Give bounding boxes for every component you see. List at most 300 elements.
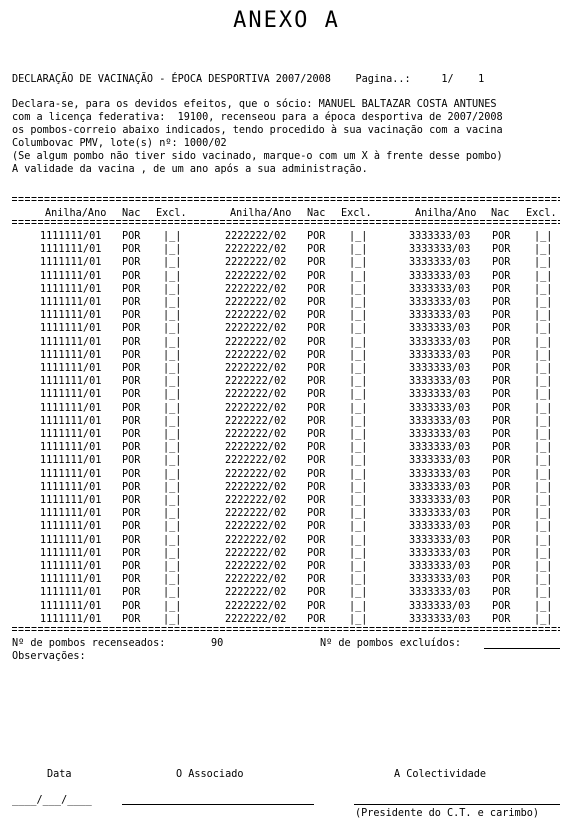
nac-cell: POR bbox=[122, 349, 141, 361]
excl-checkbox[interactable]: |_| bbox=[534, 349, 553, 361]
anilha-cell: 1111111/01 bbox=[40, 323, 102, 335]
anilha-cell: 2222222/02 bbox=[225, 455, 287, 467]
nac-cell: POR bbox=[122, 600, 141, 612]
anilha-cell: 2222222/02 bbox=[225, 270, 287, 282]
excl-checkbox[interactable]: |_| bbox=[534, 600, 553, 612]
nac-cell: POR bbox=[492, 521, 511, 533]
anilha-cell: 2222222/02 bbox=[225, 231, 287, 242]
excl-checkbox[interactable]: |_| bbox=[534, 442, 553, 454]
excl-checkbox[interactable]: |_| bbox=[163, 389, 182, 401]
nac-cell: POR bbox=[122, 270, 141, 282]
anilha-cell: 1111111/01 bbox=[40, 336, 102, 348]
nac-cell: POR bbox=[307, 547, 326, 559]
nac-cell: POR bbox=[492, 468, 511, 480]
nac-cell: POR bbox=[307, 495, 326, 506]
anilha-cell: 1111111/01 bbox=[40, 495, 102, 506]
excl-checkbox[interactable]: |_| bbox=[349, 521, 368, 533]
excl-checkbox[interactable]: |_| bbox=[534, 376, 553, 388]
nac-cell: POR bbox=[492, 415, 511, 427]
anilha-cell: 3333333/03 bbox=[409, 613, 471, 625]
excl-checkbox[interactable]: |_| bbox=[349, 468, 368, 480]
declaration-line: com a licença federativa: 19100, recenseou para a época desportiva de 2007/2008 bbox=[12, 112, 503, 123]
anilha-cell: 1111111/01 bbox=[40, 257, 102, 269]
nac-cell: POR bbox=[122, 336, 141, 348]
anilha-cell: 2222222/02 bbox=[225, 468, 287, 480]
nac-cell: POR bbox=[307, 323, 326, 335]
nac-cell: POR bbox=[492, 442, 511, 454]
excl-checkbox[interactable]: |_| bbox=[534, 257, 553, 269]
nac-cell: POR bbox=[122, 547, 141, 559]
excl-checkbox[interactable]: |_| bbox=[534, 495, 553, 506]
excl-checkbox[interactable]: |_| bbox=[163, 574, 182, 586]
excl-checkbox[interactable]: |_| bbox=[163, 257, 182, 269]
excl-checkbox[interactable]: |_| bbox=[349, 270, 368, 282]
excl-checkbox[interactable]: |_| bbox=[349, 376, 368, 388]
declaration-line: (Se algum pombo não tiver sido vacinado, marque-o com um X à frente desse pombo) bbox=[12, 151, 503, 162]
nac-cell: POR bbox=[122, 574, 141, 586]
nac-cell: POR bbox=[122, 442, 141, 454]
nac-cell: POR bbox=[122, 389, 141, 401]
anilha-cell: 1111111/01 bbox=[40, 376, 102, 388]
anilha-cell: 3333333/03 bbox=[409, 495, 471, 506]
anilha-cell: 2222222/02 bbox=[225, 283, 287, 295]
nac-cell: POR bbox=[307, 534, 326, 546]
excl-checkbox[interactable]: |_| bbox=[534, 323, 553, 335]
excl-checkbox[interactable]: |_| bbox=[534, 389, 553, 401]
excl-checkbox[interactable]: |_| bbox=[534, 244, 553, 256]
colectividade-label: A Colectividade bbox=[394, 769, 487, 780]
nac-cell: POR bbox=[307, 429, 326, 440]
nac-cell: POR bbox=[122, 468, 141, 480]
declaration-header: DECLARAÇÃO DE VACINAÇÃO - ÉPOCA DESPORTIVA 2007/2008 Pagina..: 1/ 1 bbox=[12, 74, 485, 85]
nac-cell: POR bbox=[122, 415, 141, 427]
nac-cell: POR bbox=[307, 297, 326, 308]
presidente-label: (Presidente do C.T. e carimbo) bbox=[355, 808, 540, 819]
nac-cell: POR bbox=[307, 402, 326, 414]
anilha-cell: 1111111/01 bbox=[40, 468, 102, 480]
anilha-cell: 1111111/01 bbox=[40, 613, 102, 625]
excl-checkbox[interactable]: |_| bbox=[534, 613, 553, 625]
anilha-cell: 1111111/01 bbox=[40, 561, 102, 572]
anilha-cell: 3333333/03 bbox=[409, 270, 471, 282]
anilha-cell: 1111111/01 bbox=[40, 402, 102, 414]
anilha-cell: 3333333/03 bbox=[409, 587, 471, 599]
excl-checkbox[interactable]: |_| bbox=[163, 534, 182, 546]
nac-cell: POR bbox=[307, 310, 326, 322]
data-label: Data bbox=[47, 769, 72, 780]
nac-cell: POR bbox=[492, 244, 511, 256]
excl-checkbox[interactable]: |_| bbox=[534, 363, 553, 374]
anilha-cell: 3333333/03 bbox=[409, 468, 471, 480]
nac-cell: POR bbox=[122, 363, 141, 374]
excl-checkbox[interactable]: |_| bbox=[349, 336, 368, 348]
nac-cell: POR bbox=[492, 561, 511, 572]
nac-cell: POR bbox=[122, 402, 141, 414]
column-header-excl: Excl. bbox=[526, 208, 557, 219]
table-top-rule bbox=[12, 196, 560, 202]
excl-checkbox[interactable]: |_| bbox=[163, 244, 182, 256]
anilha-cell: 2222222/02 bbox=[225, 257, 287, 269]
excl-checkbox[interactable]: |_| bbox=[349, 257, 368, 269]
nac-cell: POR bbox=[492, 323, 511, 335]
excl-checkbox[interactable]: |_| bbox=[163, 455, 182, 467]
recenseados-label: Nº de pombos recenseados: bbox=[12, 638, 166, 649]
excl-checkbox[interactable]: |_| bbox=[163, 323, 182, 335]
anilha-cell: 2222222/02 bbox=[225, 415, 287, 427]
anilha-cell: 2222222/02 bbox=[225, 481, 287, 493]
excl-checkbox[interactable]: |_| bbox=[534, 310, 553, 322]
excl-checkbox[interactable]: |_| bbox=[163, 349, 182, 361]
anilha-cell: 3333333/03 bbox=[409, 336, 471, 348]
anilha-cell: 3333333/03 bbox=[409, 429, 471, 440]
anilha-cell: 1111111/01 bbox=[40, 547, 102, 559]
anilha-cell: 3333333/03 bbox=[409, 534, 471, 546]
excl-checkbox[interactable]: |_| bbox=[163, 310, 182, 322]
anilha-cell: 3333333/03 bbox=[409, 455, 471, 467]
anilha-cell: 3333333/03 bbox=[409, 363, 471, 374]
anilha-cell: 3333333/03 bbox=[409, 508, 471, 520]
anilha-cell: 1111111/01 bbox=[40, 587, 102, 599]
nac-cell: POR bbox=[307, 231, 326, 242]
excl-checkbox[interactable]: |_| bbox=[349, 455, 368, 467]
anilha-cell: 1111111/01 bbox=[40, 349, 102, 361]
anilha-cell: 1111111/01 bbox=[40, 297, 102, 308]
excl-checkbox[interactable]: |_| bbox=[163, 415, 182, 427]
nac-cell: POR bbox=[492, 429, 511, 440]
nac-cell: POR bbox=[492, 600, 511, 612]
anilha-cell: 2222222/02 bbox=[225, 389, 287, 401]
excl-checkbox[interactable]: |_| bbox=[163, 442, 182, 454]
nac-cell: POR bbox=[122, 534, 141, 546]
anilha-cell: 3333333/03 bbox=[409, 521, 471, 533]
excl-checkbox[interactable]: |_| bbox=[534, 455, 553, 467]
nac-cell: POR bbox=[122, 521, 141, 533]
anilha-cell: 2222222/02 bbox=[225, 600, 287, 612]
anilha-cell: 3333333/03 bbox=[409, 297, 471, 308]
recenseados-value: 90 bbox=[211, 638, 224, 649]
anilha-cell: 2222222/02 bbox=[225, 244, 287, 256]
anilha-cell: 1111111/01 bbox=[40, 508, 102, 520]
nac-cell: POR bbox=[122, 283, 141, 295]
excl-checkbox[interactable]: |_| bbox=[349, 534, 368, 546]
anilha-cell: 3333333/03 bbox=[409, 349, 471, 361]
nac-cell: POR bbox=[307, 336, 326, 348]
nac-cell: POR bbox=[307, 349, 326, 361]
excl-checkbox[interactable]: |_| bbox=[163, 547, 182, 559]
excl-checkbox[interactable]: |_| bbox=[349, 481, 368, 493]
anilha-cell: 1111111/01 bbox=[40, 310, 102, 322]
anilha-cell: 2222222/02 bbox=[225, 323, 287, 335]
excluidos-label: Nº de pombos excluídos: bbox=[320, 638, 462, 649]
excl-checkbox[interactable]: |_| bbox=[163, 561, 182, 572]
excl-checkbox[interactable]: |_| bbox=[534, 402, 553, 414]
nac-cell: POR bbox=[122, 231, 141, 242]
colectividade-signature-line[interactable] bbox=[354, 804, 560, 805]
anilha-cell: 2222222/02 bbox=[225, 508, 287, 520]
excl-checkbox[interactable]: |_| bbox=[163, 508, 182, 520]
excl-checkbox[interactable]: |_| bbox=[534, 521, 553, 533]
nac-cell: POR bbox=[307, 376, 326, 388]
excl-checkbox[interactable]: |_| bbox=[349, 310, 368, 322]
anilha-cell: 2222222/02 bbox=[225, 349, 287, 361]
excl-checkbox[interactable]: |_| bbox=[349, 283, 368, 295]
anilha-cell: 3333333/03 bbox=[409, 415, 471, 427]
nac-cell: POR bbox=[307, 508, 326, 520]
anilha-cell: 3333333/03 bbox=[409, 231, 471, 242]
nac-cell: POR bbox=[122, 508, 141, 520]
nac-cell: POR bbox=[492, 336, 511, 348]
excl-checkbox[interactable]: |_| bbox=[349, 561, 368, 572]
anilha-cell: 2222222/02 bbox=[225, 587, 287, 599]
anilha-cell: 1111111/01 bbox=[40, 415, 102, 427]
anilha-cell: 1111111/01 bbox=[40, 283, 102, 295]
table-header-rule bbox=[12, 219, 560, 225]
anilha-cell: 3333333/03 bbox=[409, 376, 471, 388]
column-header-nac: Nac bbox=[491, 208, 510, 219]
nac-cell: POR bbox=[307, 613, 326, 625]
excl-checkbox[interactable]: |_| bbox=[534, 534, 553, 546]
excl-checkbox[interactable]: |_| bbox=[534, 561, 553, 572]
anilha-cell: 2222222/02 bbox=[225, 376, 287, 388]
anilha-cell: 2222222/02 bbox=[225, 297, 287, 308]
anilha-cell: 2222222/02 bbox=[225, 574, 287, 586]
excl-checkbox[interactable]: |_| bbox=[163, 363, 182, 374]
excl-checkbox[interactable]: |_| bbox=[534, 297, 553, 308]
anilha-cell: 3333333/03 bbox=[409, 323, 471, 335]
column-header-nac: Nac bbox=[307, 208, 326, 219]
excl-checkbox[interactable]: |_| bbox=[163, 521, 182, 533]
excl-checkbox[interactable]: |_| bbox=[163, 481, 182, 493]
nac-cell: POR bbox=[307, 455, 326, 467]
nac-cell: POR bbox=[307, 442, 326, 454]
excl-checkbox[interactable]: |_| bbox=[534, 270, 553, 282]
excl-checkbox[interactable]: |_| bbox=[349, 442, 368, 454]
nac-cell: POR bbox=[307, 561, 326, 572]
anilha-cell: 3333333/03 bbox=[409, 389, 471, 401]
anilha-cell: 2222222/02 bbox=[225, 547, 287, 559]
excl-checkbox[interactable]: |_| bbox=[349, 508, 368, 520]
nac-cell: POR bbox=[492, 481, 511, 493]
nac-cell: POR bbox=[307, 481, 326, 493]
nac-cell: POR bbox=[492, 508, 511, 520]
nac-cell: POR bbox=[492, 587, 511, 599]
nac-cell: POR bbox=[307, 270, 326, 282]
excl-checkbox[interactable]: |_| bbox=[534, 415, 553, 427]
nac-cell: POR bbox=[492, 310, 511, 322]
nac-cell: POR bbox=[492, 455, 511, 467]
column-header-nac: Nac bbox=[122, 208, 141, 219]
nac-cell: POR bbox=[307, 468, 326, 480]
anilha-cell: 2222222/02 bbox=[225, 495, 287, 506]
excl-checkbox[interactable]: |_| bbox=[163, 402, 182, 414]
anilha-cell: 3333333/03 bbox=[409, 283, 471, 295]
excl-checkbox[interactable]: |_| bbox=[534, 481, 553, 493]
anilha-cell: 2222222/02 bbox=[225, 363, 287, 374]
anilha-cell: 2222222/02 bbox=[225, 429, 287, 440]
excl-checkbox[interactable]: |_| bbox=[163, 283, 182, 295]
data-field[interactable]: ____/___/____ bbox=[12, 795, 92, 806]
observacoes-label: Observações: bbox=[12, 651, 86, 662]
column-header-anilha: Anilha/Ano bbox=[230, 208, 292, 219]
anilha-cell: 1111111/01 bbox=[40, 534, 102, 546]
excl-checkbox[interactable]: |_| bbox=[349, 495, 368, 506]
nac-cell: POR bbox=[122, 323, 141, 335]
nac-cell: POR bbox=[492, 283, 511, 295]
nac-cell: POR bbox=[492, 270, 511, 282]
excl-checkbox[interactable]: |_| bbox=[534, 574, 553, 586]
nac-cell: POR bbox=[492, 613, 511, 625]
nac-cell: POR bbox=[307, 283, 326, 295]
anilha-cell: 3333333/03 bbox=[409, 561, 471, 572]
anilha-cell: 3333333/03 bbox=[409, 244, 471, 256]
nac-cell: POR bbox=[122, 455, 141, 467]
excluidos-field[interactable] bbox=[484, 648, 560, 649]
excl-checkbox[interactable]: |_| bbox=[534, 468, 553, 480]
anilha-cell: 2222222/02 bbox=[225, 561, 287, 572]
excl-checkbox[interactable]: |_| bbox=[534, 587, 553, 599]
declaration-line: Columbovac PMV, lote(s) nº: 1000/02 bbox=[12, 138, 227, 149]
excl-checkbox[interactable]: |_| bbox=[349, 231, 368, 242]
nac-cell: POR bbox=[492, 534, 511, 546]
nac-cell: POR bbox=[122, 587, 141, 599]
nac-cell: POR bbox=[307, 521, 326, 533]
anilha-cell: 1111111/01 bbox=[40, 481, 102, 493]
anilha-cell: 2222222/02 bbox=[225, 310, 287, 322]
excl-checkbox[interactable]: |_| bbox=[534, 283, 553, 295]
nac-cell: POR bbox=[307, 587, 326, 599]
page-title: ANEXO A bbox=[233, 8, 340, 33]
table-bottom-rule bbox=[12, 626, 560, 632]
anilha-cell: 2222222/02 bbox=[225, 521, 287, 533]
excl-checkbox[interactable]: |_| bbox=[349, 429, 368, 440]
nac-cell: POR bbox=[122, 481, 141, 493]
anilha-cell: 3333333/03 bbox=[409, 600, 471, 612]
anilha-cell: 1111111/01 bbox=[40, 521, 102, 533]
anilha-cell: 1111111/01 bbox=[40, 600, 102, 612]
nac-cell: POR bbox=[307, 363, 326, 374]
anilha-cell: 1111111/01 bbox=[40, 363, 102, 374]
excl-checkbox[interactable]: |_| bbox=[534, 336, 553, 348]
nac-cell: POR bbox=[492, 547, 511, 559]
anilha-cell: 2222222/02 bbox=[225, 442, 287, 454]
anilha-cell: 1111111/01 bbox=[40, 389, 102, 401]
declaration-line: Declara-se, para os devidos efeitos, que o sócio: MANUEL BALTAZAR COSTA ANTUNES bbox=[12, 99, 497, 110]
nac-cell: POR bbox=[307, 415, 326, 427]
excl-checkbox[interactable]: |_| bbox=[534, 547, 553, 559]
excl-checkbox[interactable]: |_| bbox=[349, 547, 368, 559]
nac-cell: POR bbox=[307, 257, 326, 269]
anilha-cell: 1111111/01 bbox=[40, 455, 102, 467]
anilha-cell: 1111111/01 bbox=[40, 442, 102, 454]
nac-cell: POR bbox=[122, 310, 141, 322]
anilha-cell: 3333333/03 bbox=[409, 574, 471, 586]
excl-checkbox[interactable]: |_| bbox=[534, 429, 553, 440]
excl-checkbox[interactable]: |_| bbox=[163, 600, 182, 612]
column-header-anilha: Anilha/Ano bbox=[415, 208, 477, 219]
excl-checkbox[interactable]: |_| bbox=[349, 363, 368, 374]
anilha-cell: 2222222/02 bbox=[225, 613, 287, 625]
excl-checkbox[interactable]: |_| bbox=[349, 389, 368, 401]
nac-cell: POR bbox=[492, 231, 511, 242]
anilha-cell: 1111111/01 bbox=[40, 244, 102, 256]
associado-signature-line[interactable] bbox=[122, 804, 314, 805]
nac-cell: POR bbox=[492, 376, 511, 388]
nac-cell: POR bbox=[307, 600, 326, 612]
nac-cell: POR bbox=[122, 429, 141, 440]
excl-checkbox[interactable]: |_| bbox=[349, 323, 368, 335]
nac-cell: POR bbox=[307, 244, 326, 256]
anilha-cell: 2222222/02 bbox=[225, 534, 287, 546]
excl-checkbox[interactable]: |_| bbox=[163, 587, 182, 599]
excl-checkbox[interactable]: |_| bbox=[163, 297, 182, 308]
excl-checkbox[interactable]: |_| bbox=[349, 402, 368, 414]
nac-cell: POR bbox=[122, 257, 141, 269]
excl-checkbox[interactable]: |_| bbox=[534, 508, 553, 520]
anilha-cell: 3333333/03 bbox=[409, 442, 471, 454]
nac-cell: POR bbox=[492, 389, 511, 401]
excl-checkbox[interactable]: |_| bbox=[349, 600, 368, 612]
excl-checkbox[interactable]: |_| bbox=[163, 495, 182, 506]
nac-cell: POR bbox=[492, 349, 511, 361]
excl-checkbox[interactable]: |_| bbox=[163, 231, 182, 242]
nac-cell: POR bbox=[492, 297, 511, 308]
excl-checkbox[interactable]: |_| bbox=[163, 468, 182, 480]
excl-checkbox[interactable]: |_| bbox=[349, 613, 368, 625]
nac-cell: POR bbox=[122, 376, 141, 388]
excl-checkbox[interactable]: |_| bbox=[163, 336, 182, 348]
excl-checkbox[interactable]: |_| bbox=[163, 376, 182, 388]
nac-cell: POR bbox=[492, 574, 511, 586]
excl-checkbox[interactable]: |_| bbox=[349, 297, 368, 308]
nac-cell: POR bbox=[122, 561, 141, 572]
associado-label: O Associado bbox=[176, 769, 244, 780]
excl-checkbox[interactable]: |_| bbox=[349, 349, 368, 361]
nac-cell: POR bbox=[307, 574, 326, 586]
nac-cell: POR bbox=[122, 613, 141, 625]
nac-cell: POR bbox=[492, 402, 511, 414]
anilha-cell: 1111111/01 bbox=[40, 270, 102, 282]
declaration-line: os pombos-correio abaixo indicados, tendo procedido à sua vacinação com a vacina bbox=[12, 125, 503, 136]
anilha-cell: 2222222/02 bbox=[225, 336, 287, 348]
nac-cell: POR bbox=[122, 244, 141, 256]
anilha-cell: 3333333/03 bbox=[409, 402, 471, 414]
column-header-excl: Excl. bbox=[341, 208, 372, 219]
nac-cell: POR bbox=[122, 297, 141, 308]
excl-checkbox[interactable]: |_| bbox=[163, 270, 182, 282]
column-header-anilha: Anilha/Ano bbox=[45, 208, 107, 219]
excl-checkbox[interactable]: |_| bbox=[349, 415, 368, 427]
anilha-cell: 3333333/03 bbox=[409, 481, 471, 493]
anilha-cell: 1111111/01 bbox=[40, 574, 102, 586]
excl-checkbox[interactable]: |_| bbox=[349, 244, 368, 256]
anilha-cell: 3333333/03 bbox=[409, 257, 471, 269]
declaration-line: A validade da vacina , de um ano após a sua administração. bbox=[12, 164, 368, 175]
excl-checkbox[interactable]: |_| bbox=[349, 574, 368, 586]
anilha-cell: 1111111/01 bbox=[40, 231, 102, 242]
nac-cell: POR bbox=[492, 495, 511, 506]
excl-checkbox[interactable]: |_| bbox=[163, 613, 182, 625]
nac-cell: POR bbox=[492, 257, 511, 269]
excl-checkbox[interactable]: |_| bbox=[534, 231, 553, 242]
nac-cell: POR bbox=[122, 495, 141, 506]
anilha-cell: 3333333/03 bbox=[409, 310, 471, 322]
anilha-cell: 2222222/02 bbox=[225, 402, 287, 414]
column-header-excl: Excl. bbox=[156, 208, 187, 219]
anilha-cell: 3333333/03 bbox=[409, 547, 471, 559]
excl-checkbox[interactable]: |_| bbox=[349, 587, 368, 599]
anilha-cell: 1111111/01 bbox=[40, 429, 102, 440]
excl-checkbox[interactable]: |_| bbox=[163, 429, 182, 440]
